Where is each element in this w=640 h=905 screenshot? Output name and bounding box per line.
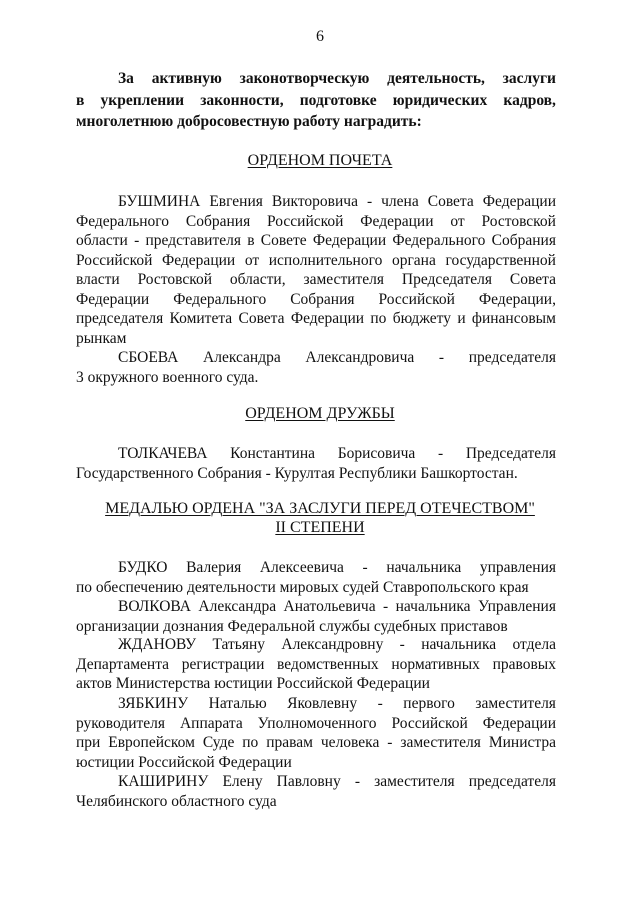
word: -: [383, 598, 389, 615]
word: правовых: [492, 655, 556, 673]
entry-line: юстиции Российской Федерации: [76, 753, 292, 771]
word: руководителя: [76, 714, 166, 732]
intro-paragraph: [76, 68, 556, 133]
entry-line: [76, 655, 556, 675]
word: -: [134, 232, 140, 249]
word: Федерации: [290, 310, 365, 327]
section-heading-order-honor: ОРДЕНОМ ПОЧЕТА: [247, 152, 393, 169]
word: заместителя: [303, 271, 385, 288]
intro-line: [76, 90, 556, 112]
award-entry-bushmin: [76, 192, 556, 348]
word: ТОЛКАЧЕВА: [118, 445, 208, 462]
word: Александра: [198, 598, 277, 615]
word: Российской: [267, 212, 344, 230]
entry-line: [76, 270, 556, 290]
award-entry-zyabkina: [76, 694, 556, 772]
entry-line: [76, 444, 556, 464]
word: Валерия: [186, 559, 242, 576]
word: от: [450, 212, 465, 230]
word: Евгения: [209, 193, 263, 210]
word: управления: [479, 559, 556, 576]
word: Федерации: [76, 290, 150, 308]
word: -: [387, 734, 393, 751]
entry-line: [76, 597, 556, 617]
word: государственной: [445, 251, 556, 269]
word: человека: [320, 734, 380, 751]
award-entry-tolkachev: [76, 444, 556, 483]
word: Совета: [238, 310, 285, 327]
word: Аппарата: [179, 714, 243, 732]
word: начальника: [421, 636, 497, 653]
word: -: [399, 636, 405, 653]
word: Председателя: [401, 271, 493, 288]
word: ВОЛКОВА: [118, 598, 191, 615]
word: Татьяну: [212, 636, 266, 653]
word: Александровича: [305, 349, 415, 366]
word: бюджету: [392, 310, 451, 327]
word: Александровну: [281, 636, 384, 653]
entry-line: Челябинского областного суда: [76, 792, 277, 810]
word: первого: [403, 695, 455, 712]
word: Совета: [427, 193, 474, 210]
word: Федерации: [312, 232, 387, 249]
entry-line: [76, 212, 556, 232]
word: Алексеевича: [259, 559, 344, 576]
word: ведомственных: [277, 655, 379, 673]
word: Комитета: [169, 310, 233, 327]
entry-line: [76, 635, 556, 655]
section-heading-medal-line2: II СТЕПЕНИ: [275, 519, 365, 536]
word: КАШИРИНУ: [118, 773, 209, 790]
award-entry-kashirina: [76, 772, 556, 811]
word: органа: [391, 251, 436, 269]
word: при: [76, 734, 101, 751]
word: члена: [381, 193, 419, 210]
word: -: [377, 695, 383, 712]
word: БУДКО: [118, 559, 168, 576]
entry-line: [76, 733, 556, 753]
award-entry-budko: [76, 558, 556, 597]
word: Ростовской: [137, 271, 213, 288]
word: регистрации: [181, 655, 265, 673]
page-number: 6: [316, 28, 324, 45]
word: от: [244, 251, 260, 269]
intro-line: [76, 68, 556, 90]
word: Управления: [477, 598, 556, 615]
entry-line: [76, 192, 556, 212]
word: Российской: [391, 714, 468, 732]
entry-line: по обеспечению деятельности мировых судей Ставропольского края: [76, 578, 529, 596]
word: области: [76, 232, 128, 249]
word: отдела: [512, 636, 556, 653]
word: Собрания: [290, 290, 355, 308]
word: представителя: [145, 232, 241, 249]
word: Анатольевича: [283, 598, 376, 615]
word: активную: [151, 70, 222, 87]
word: ЗЯБКИНУ: [118, 695, 189, 712]
word: заслуги: [502, 70, 556, 87]
word: Елену: [222, 773, 263, 790]
word: Федерального: [173, 290, 267, 308]
word: Суде: [202, 734, 235, 751]
word: заместителя: [374, 773, 455, 790]
word: Собрания: [185, 212, 251, 230]
section-heading-medal-line1: МЕДАЛЬЮ ОРДЕНА "ЗА ЗАСЛУГИ ПЕРЕД ОТЕЧЕСТВОМ": [105, 500, 535, 517]
word: Ростовской: [481, 212, 556, 230]
word: Федерального: [392, 232, 486, 249]
intro-line: многолетнюю добросовестную работу наградить:: [76, 113, 422, 130]
word: исполнительного: [268, 251, 383, 269]
word: председателя: [76, 310, 164, 327]
word: юридических: [392, 91, 488, 109]
section-heading-order-friendship: ОРДЕНОМ ДРУЖБЫ: [245, 405, 395, 422]
word: председателя: [468, 349, 556, 366]
word: Федерального: [76, 212, 170, 230]
word: области,: [229, 271, 286, 288]
word: Совета: [509, 271, 556, 288]
word: Федерации: [482, 714, 556, 732]
word: -: [438, 349, 445, 366]
word: За: [118, 70, 134, 87]
entry-line: [76, 231, 556, 251]
word: Европейском: [108, 734, 195, 751]
word: -: [362, 559, 368, 576]
word: -: [354, 773, 360, 790]
entry-line: [76, 251, 556, 271]
entry-line: рынкам: [76, 329, 127, 347]
word: Яковлевну: [287, 695, 358, 712]
entry-line: Государственного Собрания - Курултая Республики Башкортостан.: [76, 464, 518, 482]
word: Департамента: [76, 655, 170, 673]
word: нормативных: [391, 655, 480, 673]
word: финансовым: [471, 310, 556, 327]
word: Константина: [230, 445, 316, 462]
entry-line: организации дознания Федеральной службы судебных приставов: [76, 617, 508, 635]
word: законотворческую: [239, 70, 370, 87]
word: начальника: [386, 559, 462, 576]
entry-line: [76, 694, 556, 714]
word: Министра: [488, 734, 556, 751]
word: по: [370, 310, 387, 327]
award-entry-sboev: [76, 348, 556, 387]
word: Александра: [203, 349, 281, 366]
word: начальника: [395, 598, 471, 615]
award-entry-zhdanova: [76, 635, 556, 694]
word: кадров,: [503, 91, 556, 109]
word: в: [247, 232, 255, 249]
word: Наталью: [208, 695, 267, 712]
word: СБОЕВА: [118, 349, 179, 366]
word: правам: [266, 734, 313, 751]
word: Федерации: [162, 251, 236, 269]
word: Уполномоченного: [257, 714, 377, 732]
entry-line: 3 окружного военного суда.: [76, 368, 259, 386]
word: Викторовича: [271, 193, 358, 210]
entry-line: [76, 348, 556, 368]
word: Российской: [76, 251, 153, 269]
word: председателя: [468, 773, 556, 790]
entry-line: [76, 772, 556, 792]
word: Федерации,: [478, 290, 556, 308]
word: подготовке: [299, 91, 377, 109]
word: по: [242, 734, 259, 751]
word: деятельность,: [387, 70, 485, 87]
entry-line: [76, 714, 556, 734]
award-entry-volkov: [76, 597, 556, 636]
word: Российской: [378, 290, 455, 308]
word: Федерации: [482, 193, 556, 210]
word: ЖДАНОВУ: [118, 636, 197, 653]
entry-line: [76, 309, 556, 329]
word: власти: [76, 271, 120, 288]
word: -: [366, 193, 373, 210]
word: Собрания: [491, 232, 556, 249]
word: БУШМИНА: [118, 193, 201, 210]
word: в: [76, 91, 85, 109]
word: Председателя: [465, 445, 556, 462]
entry-line: [76, 558, 556, 578]
word: Борисовича: [337, 445, 416, 462]
word: заместителя: [475, 695, 556, 712]
word: Совете: [260, 232, 307, 249]
word: Федерации: [360, 212, 434, 230]
word: и: [457, 310, 466, 327]
word: законности,: [200, 91, 284, 109]
word: -: [438, 445, 444, 462]
word: укреплении: [100, 91, 185, 109]
entry-line: актов Министерства юстиции Российской Федерации: [76, 675, 430, 692]
word: Павловну: [276, 773, 341, 790]
word: заместителя: [400, 734, 481, 751]
entry-line: [76, 290, 556, 310]
